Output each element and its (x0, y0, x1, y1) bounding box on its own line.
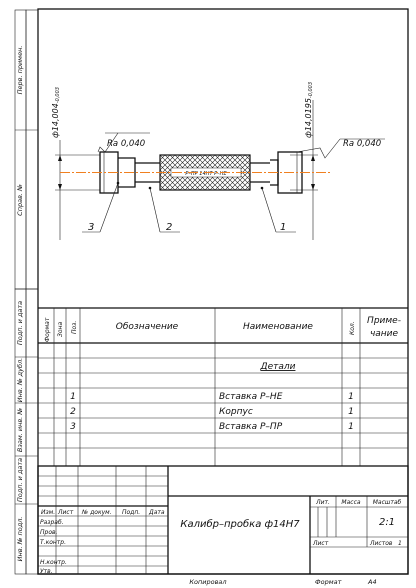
callout-1: 1 (280, 222, 287, 233)
header-pos: Поз. (71, 320, 78, 334)
row-3-qty: 1 (348, 422, 354, 432)
roughness-right-text: Ra 0,040 (343, 139, 382, 149)
tb-role-checker: Пров. (40, 529, 58, 536)
header-designation: Обозначение (115, 322, 179, 332)
stamp-orig-inv-no: Инв. № подл. (16, 516, 24, 562)
stamp-reference-no: Справ. № (16, 184, 24, 216)
tb-role-norm-control: Н.контр. (40, 559, 67, 566)
stamp-sign-date-1: Подп. и дата (16, 300, 24, 346)
section-details: Детали (260, 362, 296, 372)
tb-role-approved: Утв. (40, 568, 53, 575)
tb-sheets-value: 1 (398, 540, 402, 547)
row-2-qty: 1 (348, 407, 354, 417)
stamp-first-use: Перв. примен. (16, 45, 24, 95)
drawing-frame (38, 9, 408, 574)
row-3-pos: 3 (70, 422, 76, 432)
footer-format-label: Формат (315, 578, 342, 586)
row-3-name: Вставка Р–ПР (219, 422, 283, 432)
header-name: Наименование (243, 322, 313, 332)
row-1-pos: 1 (70, 392, 76, 402)
roughness-left-text: Ra 0,040 (107, 139, 146, 149)
tb-mass-label: Масса (341, 499, 361, 506)
footer-format-value: А4 (368, 578, 377, 586)
tb-sheets-label: Листов (370, 540, 393, 547)
tb-col-sheet: Лист (58, 509, 74, 516)
tb-sheet-label: Лист (313, 540, 329, 547)
row-2-pos: 2 (70, 407, 76, 417)
row-1-name: Вставка Р–НЕ (219, 392, 283, 402)
body-marking: Р–ПР 14Н7 Р–НЕ (185, 171, 227, 177)
tb-col-date: Дата (149, 509, 165, 516)
footer-copied: Копировал (189, 578, 227, 586)
stamp-sign-date-2: Подп. и дата (16, 457, 24, 503)
tb-scale-value: 2:1 (378, 517, 396, 528)
tb-col-sign: Подп. (122, 509, 141, 516)
header-zone: Зона (57, 321, 64, 337)
stamp-replace-inv-no: Взам. инв. № (16, 407, 24, 453)
row-2-name: Корпус (219, 407, 253, 417)
tb-lit-label: Лит. (316, 499, 330, 506)
row-1-qty: 1 (348, 392, 354, 402)
header-format: Формат (44, 317, 51, 342)
tb-col-change: Изм. (41, 509, 56, 516)
tb-role-tech-control: Т.контр. (40, 539, 67, 546)
header-note-2: чание (369, 329, 399, 339)
header-note-1: Приме- (367, 316, 401, 326)
tb-scale-label: Масштаб (372, 499, 402, 506)
part-drawing (55, 100, 385, 240)
callout-2: 2 (166, 222, 173, 233)
tb-role-developer: Разраб. (40, 519, 64, 526)
document-title: Калибр–пробка ф14Н7 (180, 519, 300, 530)
stamp-dup-inv-no: Инв. № дубл. (16, 357, 24, 403)
dim-right-text: ф14,0195-0,003 (304, 81, 314, 138)
dim-left-text: ф14,004-0,003 (51, 87, 61, 138)
tb-col-docno: № докум. (82, 509, 112, 516)
header-qty: Кол. (349, 321, 356, 335)
callout-3: 3 (88, 222, 95, 233)
